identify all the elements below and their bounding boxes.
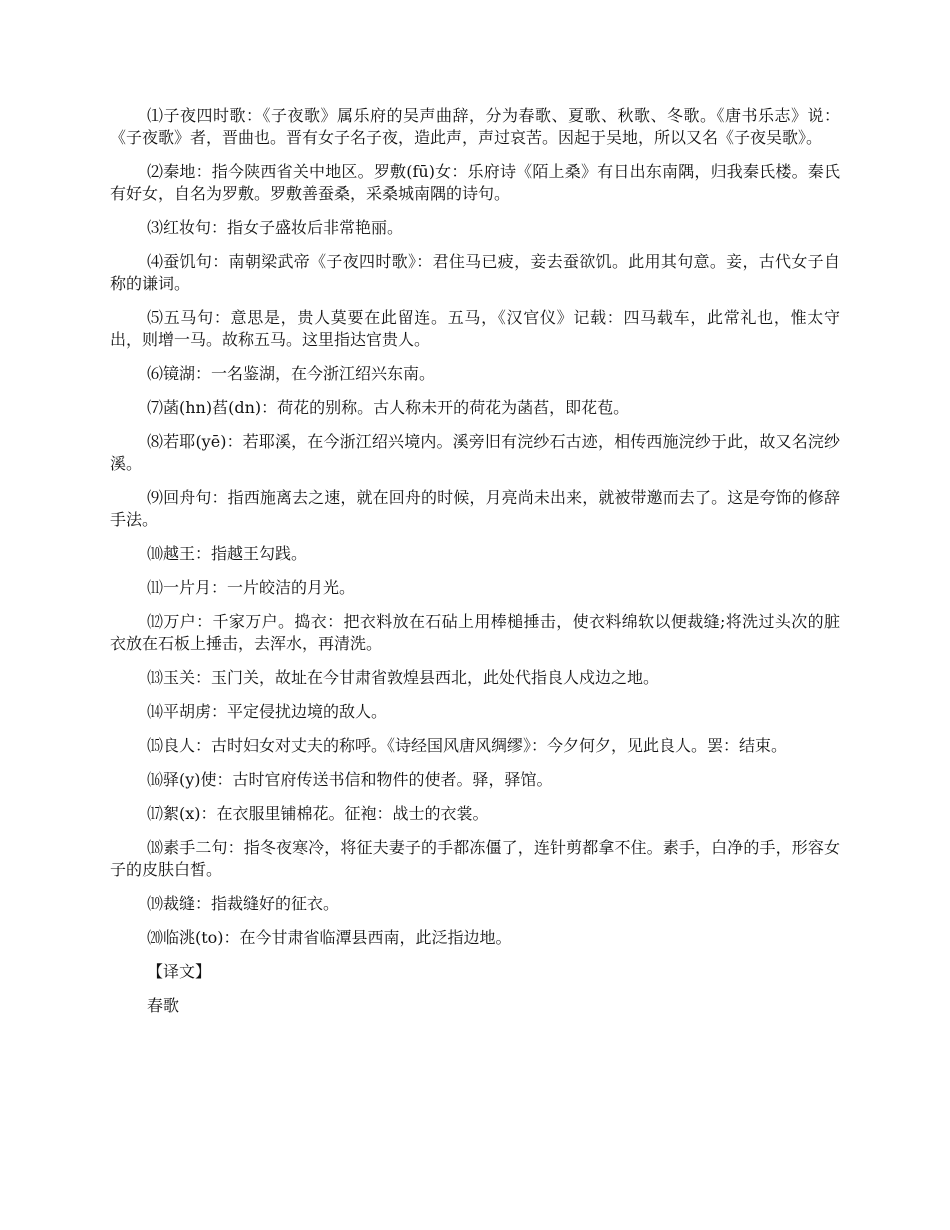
note-19: ⒆裁缝：指裁缝好的征衣。 [147,894,340,913]
note-16: ⒃驿(y)使：古时官府传送书信和物件的使者。驿，驿馆。 [147,770,553,789]
note-15: ⒂良人：古时妇女对丈夫的称呼。《诗经国风唐风绸缪》：今夕何夕，见此良人。罢：结束。 [147,736,788,755]
note-14: ⒁平胡虏：平定侵扰边境的敌人。 [147,702,388,721]
translation-heading: 【译文】 [147,962,212,981]
note-12: ⑿万户：千家万户。捣衣：把衣料放在石砧上用棒槌捶击，使衣料绵软以便裁缝;将洗过头次的脏衣放在石板上捶击，去浑水，再清洗。 [110,612,840,653]
note-2: ⑵秦地：指今陕西省关中地区。罗敷(fū)女：乐府诗《陌上桑》有日出东南隅，归我秦氏楼。秦氏有好女，自名为罗敷。罗敷善蚕桑，采桑城南隅的诗句。 [110,162,840,203]
note-7: ⑺菡(hn)萏(dn)：荷花的别称。古人称未开的荷花为菡萏，即花苞。 [147,398,630,417]
note-11: ⑾一片月：一片皎洁的月光。 [147,578,356,597]
note-18: ⒅素手二句：指冬夜寒冷，将征夫妻子的手都冻僵了，连针剪都拿不住。素手，白净的手，形容女子的皮肤白皙。 [110,838,840,879]
note-8: ⑻若耶(yē)：若耶溪，在今浙江绍兴境内。溪旁旧有浣纱石古迹，相传西施浣纱于此，故又名浣纱溪。 [110,432,840,473]
section-subheading: 春歌 [147,996,180,1015]
note-5: ⑸五马句：意思是，贵人莫要在此留连。五马，《汉官仪》记载：四马载车，此常礼也，惟太守出，则增一马。故称五马。这里指达官贵人。 [110,308,840,349]
note-4: ⑷蚕饥句：南朝梁武帝《子夜四时歌》：君住马已疲，妾去蚕欲饥。此用其句意。妾，古代女子自称的谦词。 [110,252,840,293]
document-page [110,105,840,1029]
note-20: ⒇临洮(to)：在今甘肃省临潭县西南，此泛指边地。 [147,928,512,947]
note-6: ⑹镜湖：一名鉴湖，在今浙江绍兴东南。 [147,364,436,383]
note-1: ⑴子夜四时歌：《子夜歌》属乐府的吴声曲辞，分为春歌、夏歌、秋歌、冬歌。《唐书乐志》说：《子夜歌》者，晋曲也。晋有女子名子夜，造此声，声过哀苦。因起于吴地，所以又名《子夜吴歌》。 [110,106,840,147]
note-3: ⑶红妆句：指女子盛妆后非常艳丽。 [147,218,404,237]
note-17: ⒄絮(x)：在衣服里铺棉花。征袍：战士的衣裳。 [147,804,489,823]
note-9: ⑼回舟句：指西施离去之速，就在回舟的时候，月亮尚未出来，就被带邀而去了。这是夸饰的修辞手法。 [110,488,840,529]
note-13: ⒀玉关：玉门关，故址在今甘肃省敦煌县西北，此处代指良人戍边之地。 [147,668,660,687]
note-10: ⑽越王：指越王勾践。 [147,544,308,563]
